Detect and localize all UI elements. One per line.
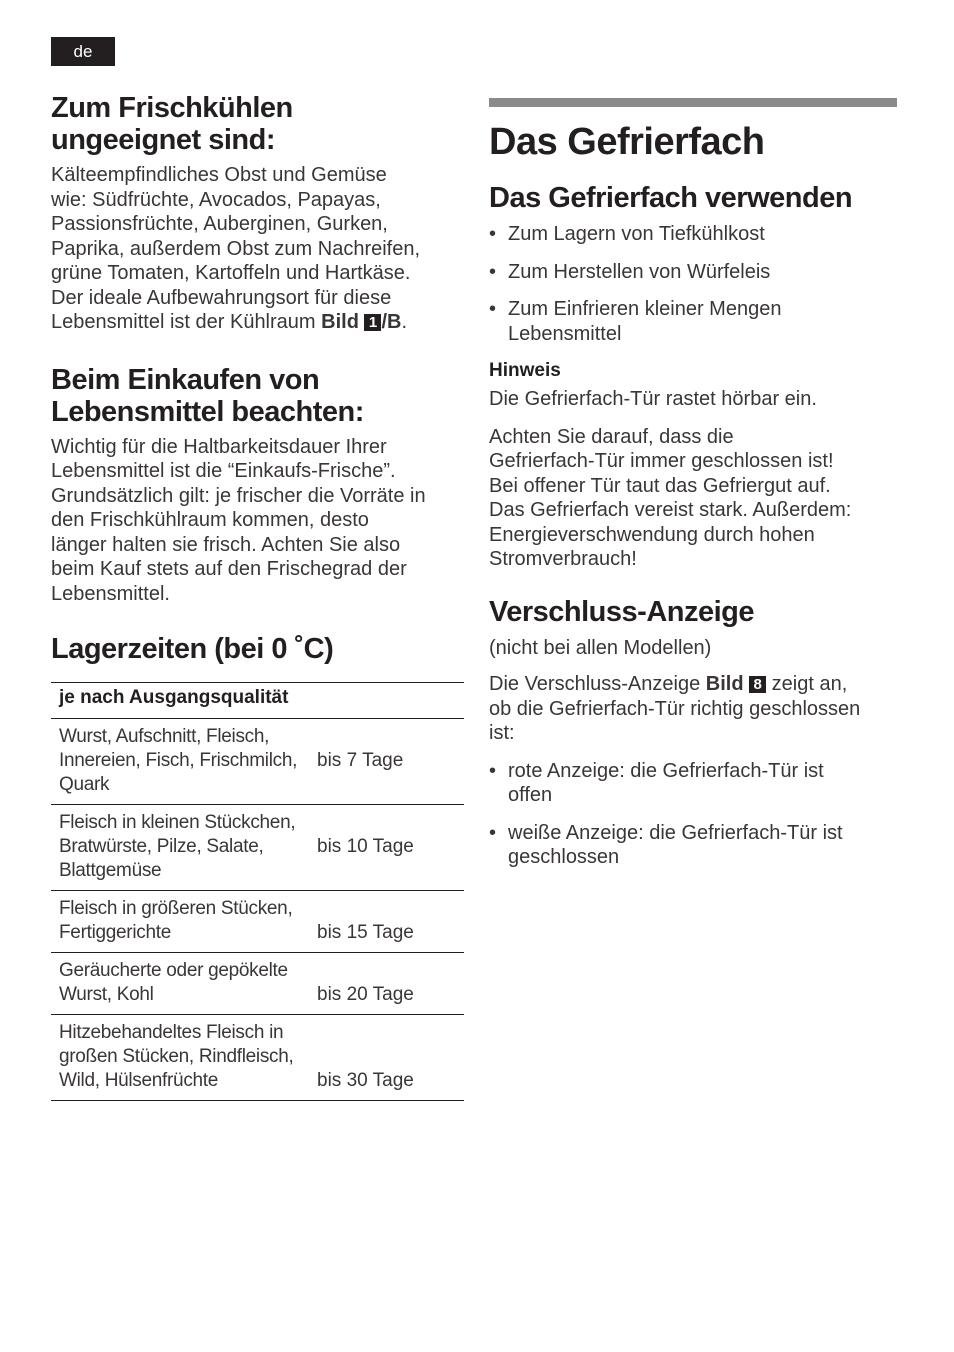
section-heading-einkaufen: Beim Einkaufen von Lebensmittel beachten:: [51, 363, 364, 428]
list-item: • Zum Lagern von Tiefkühlkost: [489, 222, 901, 247]
chapter-rule: [489, 98, 897, 107]
time-cell: bis 7 Tage: [309, 719, 464, 805]
time-cell: bis 20 Tage: [309, 953, 464, 1015]
note-text: Die Gefrierfach-Tür rastet hörbar ein.: [489, 388, 817, 410]
einkaufen-text: Wichtig für die Haltbarkeitsdauer Ihrer Lebensmittel ist die “Einkaufs-Frische”. Grundsätzlich gilt: je frischer die Vorräte in den Frischkühlraum kommen, desto länger halten sie frisch. Achten Sie also beim Kauf stets auf den Frischegrad der Lebensmittel.: [51, 435, 426, 605]
food-cell: Hitzebehandeltes Fleisch in großen Stücken, Rindfleisch, Wild, Hülsenfrüchte: [51, 1015, 309, 1101]
indicator-intro: Die Verschluss-Anzeige Bild 8 zeigt an, ob die Gefrierfach-Tür richtig geschlossen ist:: [489, 673, 861, 744]
chapter-title: Das Gefrierfach: [489, 121, 765, 163]
table-header: je nach Ausgangsqualität: [51, 683, 464, 719]
section-heading-frischkuehlen: Zum Frischkühlen ungeeignet sind:: [51, 92, 293, 156]
frischkuehlen-text: Kälteempfindliches Obst und Gemüse wie: Südfrüchte, Avocados, Papayas, Passionsfrüchte, Auberginen, Gurken, Paprika, außerdem Obst zum Nachreifen, grüne Tomaten, Kartoffeln und Hartkäse. Der ideale Aufbewahrungsort für diese Lebensmittel ist der Kühlraum Bild 1 /B.: [51, 164, 421, 333]
section-heading-lagerzeiten: Lagerzeiten (bei 0 ˚C): [51, 633, 334, 665]
food-cell: Wurst, Aufschnitt, Fleisch, Innereien, Fisch, Frischmilch, Quark: [51, 719, 309, 805]
indicator-list: [489, 759, 901, 870]
figure-number-badge: 1: [364, 314, 381, 331]
list-item: • Zum Einfrieren kleiner Mengen Lebensmittel: [489, 297, 901, 346]
table-row: [51, 1015, 464, 1101]
food-cell: Fleisch in größeren Stücken, Fertiggerichte: [51, 891, 309, 953]
time-cell: bis 15 Tage: [309, 891, 464, 953]
figure-reference: Bild: [321, 311, 359, 333]
table-row: [51, 953, 464, 1015]
usage-list: [489, 222, 901, 346]
language-tab: de: [51, 37, 115, 66]
food-cell: Fleisch in kleinen Stückchen, Bratwürste, Pilze, Salate, Blattgemüse: [51, 805, 309, 891]
time-cell: bis 30 Tage: [309, 1015, 464, 1101]
list-item: • weiße Anzeige: die Gefrierfach-Tür ist geschlossen: [489, 821, 901, 870]
section-heading-verschluss: Verschluss-Anzeige: [489, 595, 754, 628]
food-cell: Geräucherte oder gepökelte Wurst, Kohl: [51, 953, 309, 1015]
figure-number-badge: 8: [749, 676, 766, 693]
time-cell: bis 10 Tage: [309, 805, 464, 891]
section-heading-verwenden: Das Gefrierfach verwenden: [489, 182, 853, 214]
model-note: (nicht bei allen Modellen): [489, 636, 712, 659]
warning-text: Achten Sie darauf, dass die Gefrierfach-Tür immer geschlossen ist! Bei offener Tür taut das Gefriergut auf. Das Gefrierfach vereist stark. Außerdem: Energieverschwendung durch hohen Stromverbrauch!: [489, 425, 852, 570]
table-row: [51, 891, 464, 953]
note-heading: Hinweis: [489, 360, 561, 381]
storage-times-table: [51, 682, 464, 1101]
right-column: [489, 98, 901, 870]
table-row: [51, 805, 464, 891]
list-item: • rote Anzeige: die Gefrierfach-Tür ist offen: [489, 759, 901, 808]
list-item: • Zum Herstellen von Würfeleis: [489, 260, 901, 285]
table-row: [51, 719, 464, 805]
figure-reference: Bild: [705, 673, 744, 695]
left-column: [51, 92, 465, 1101]
